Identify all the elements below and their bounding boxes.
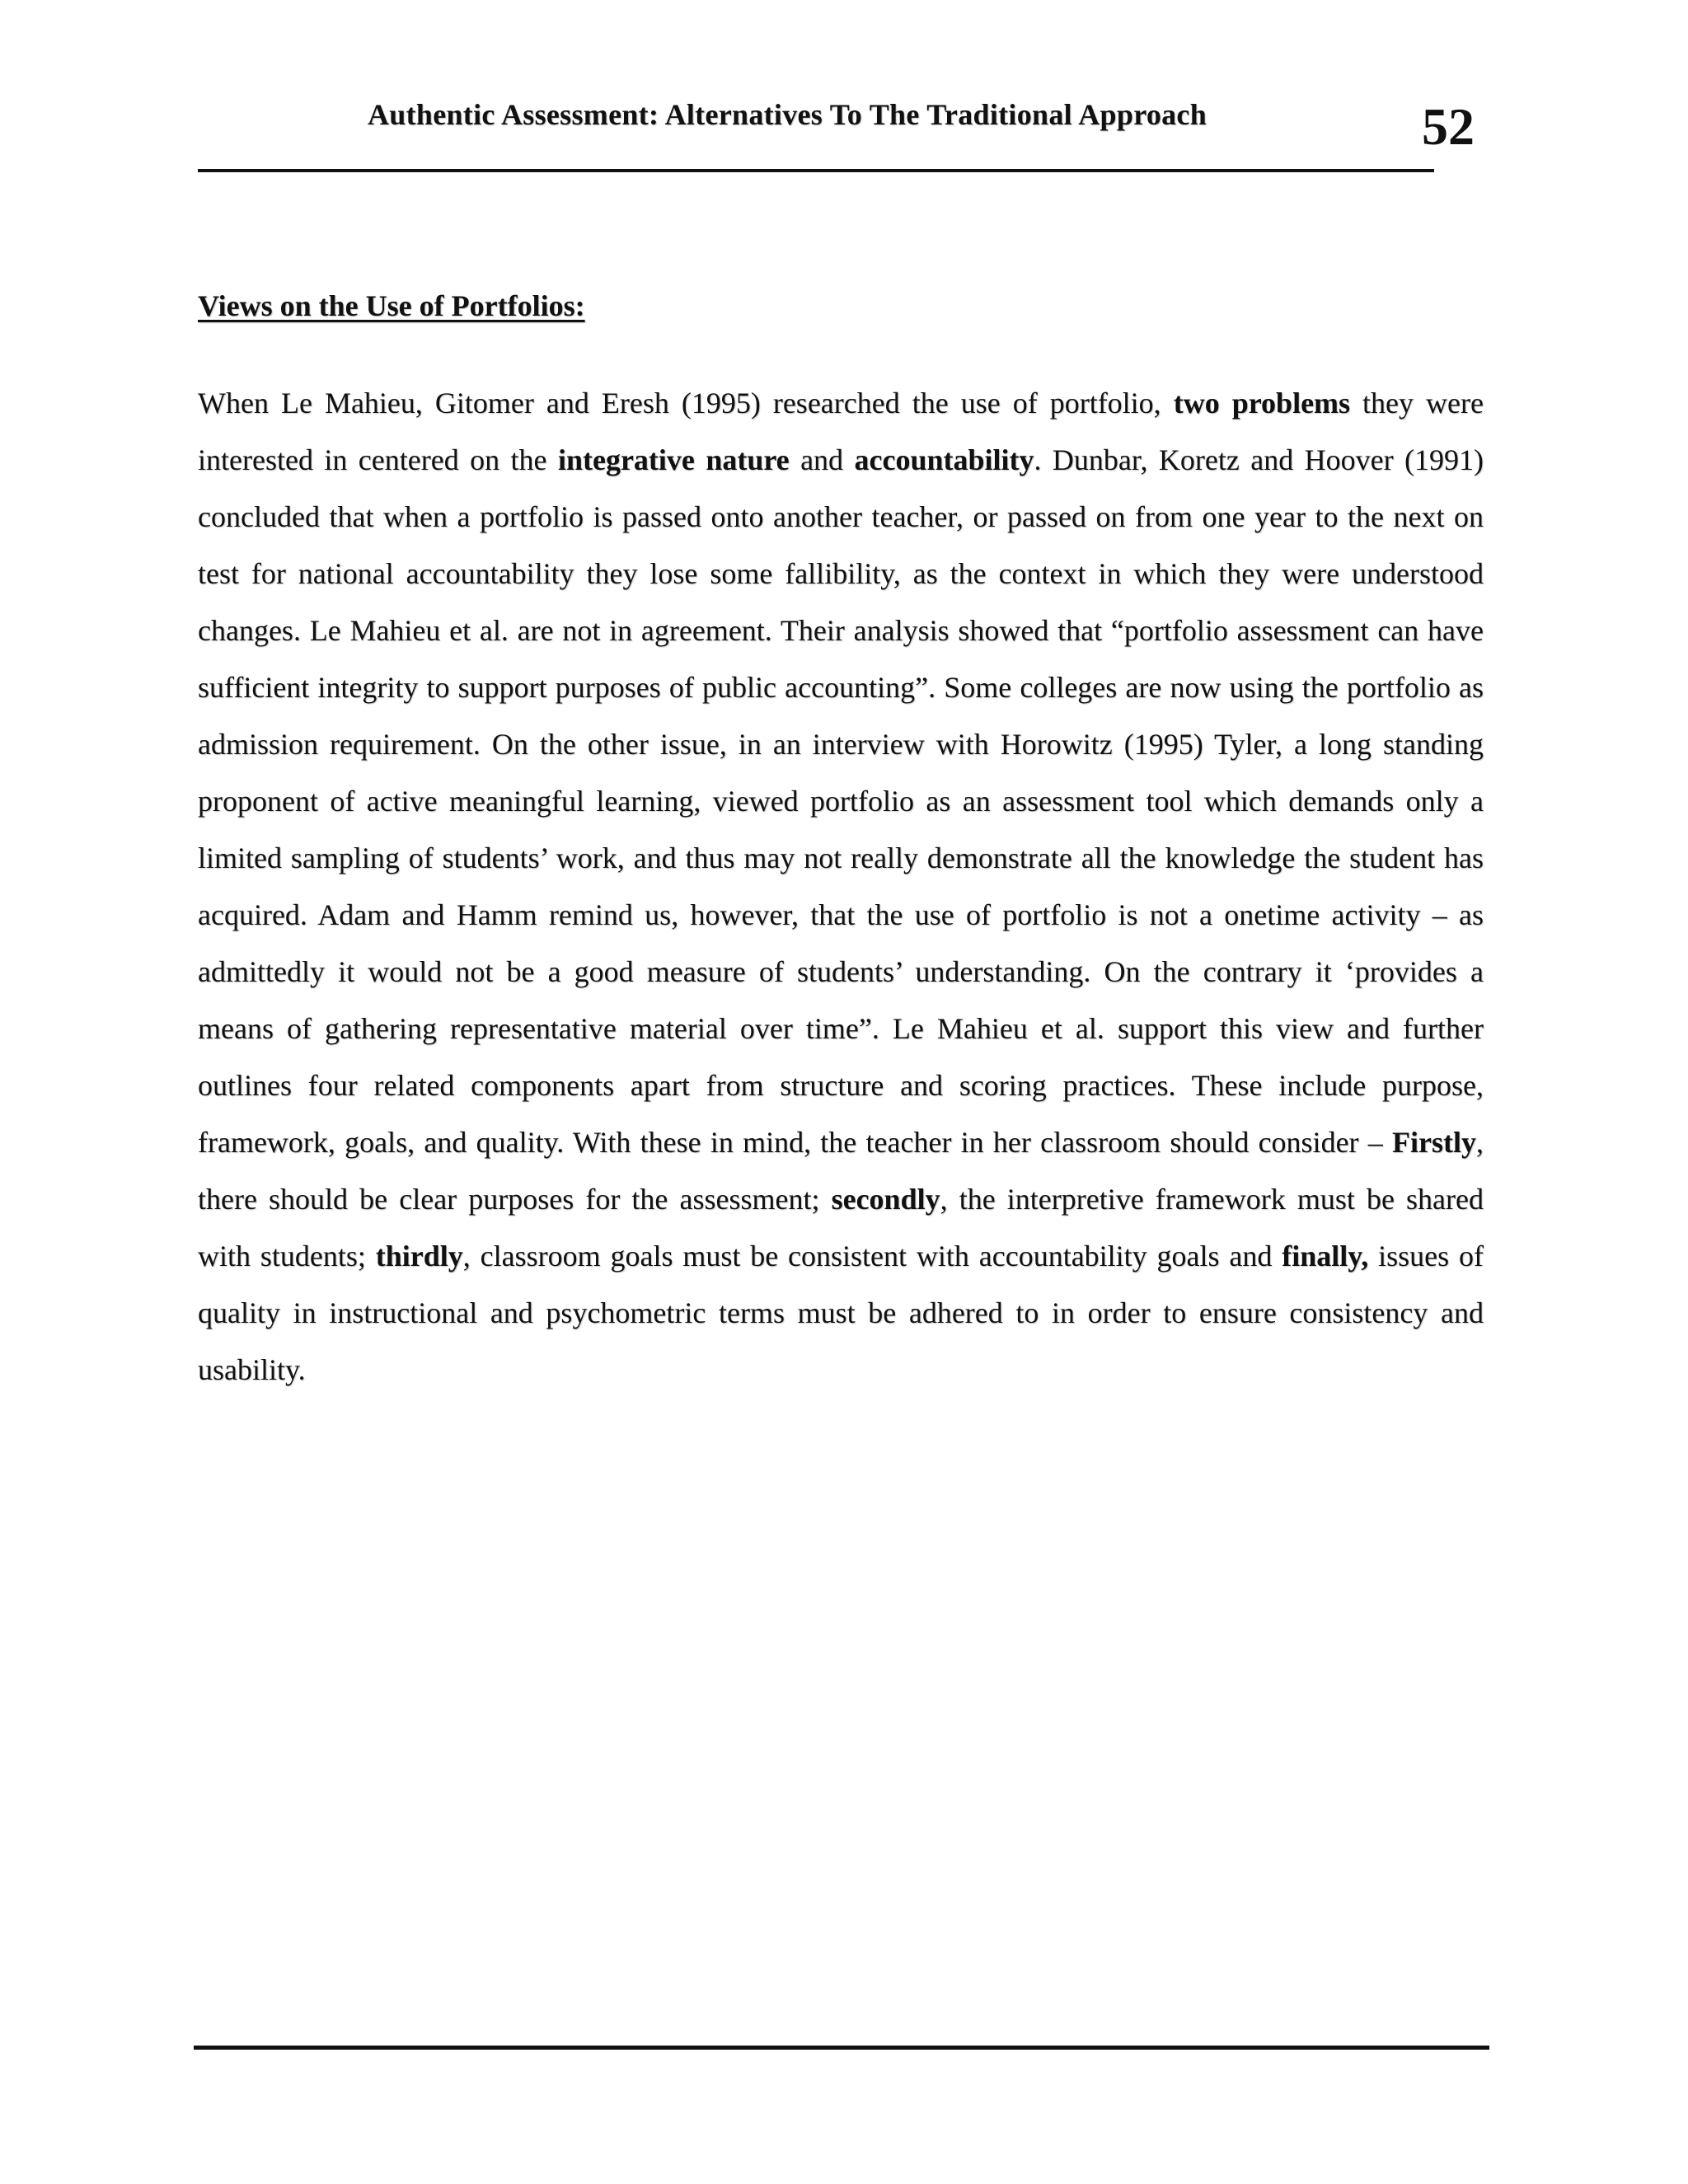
emphasis-firstly: Firstly <box>1392 1126 1476 1159</box>
emphasis-thirdly: thirdly <box>375 1240 463 1272</box>
paragraph-text: , the interpretive framework must be shared with students; <box>198 1183 1484 1272</box>
paragraph-text: . Dunbar, Koretz and Hoover (1991) concluded that when a portfolio is passed onto another teacher, or passed on from one year to the next on test for national accountability they lose some fallibility, as the context in which they were understood changes. Le Mahieu et al. are not in agreement. Their analysis showed that “portfolio assessment can have sufficient integrity to support purposes of public accounting”. Some colleges are now using the portfolio as admission requirement. On the other issue, in an interview with Horowitz (1995) Tyler, a long standing proponent of active meaningful learning, viewed portfolio as an assessment tool which demands only a limited sampling of students’ work, and thus may not really demonstrate all the knowledge the student has acquired. Adam and Hamm remind us, however, that the use of portfolio is not a onetime activity – as admittedly it would not be a good measure of students’ understanding. On the contrary it ‘provides a means of gathering representative material over time”. Le Mahieu et al. support this view and further outlines four related components apart from structure and scoring practices. These include purpose, framework, goals, and quality. With these in mind, the teacher in her classroom should consider – <box>198 443 1484 1159</box>
emphasis-secondly: secondly <box>831 1183 940 1216</box>
paragraph-text: When Le Mahieu, Gitomer and Eresh (1995) researched the use of portfolio, <box>198 387 1174 419</box>
running-header-title: Authentic Assessment: Alternatives To The Traditional Approach <box>367 98 1207 131</box>
paragraph-text: and <box>789 443 855 476</box>
body-paragraph <box>198 375 1484 1399</box>
emphasis-finally: finally, <box>1282 1240 1369 1272</box>
emphasis-accountability: accountability <box>854 443 1034 476</box>
paragraph-text: , classroom goals must be consistent with accountability goals and <box>462 1240 1282 1272</box>
paragraph-text: issues of quality in instructional and psychometric terms must be adhered to in order to ensure consistency and usability. <box>198 1240 1484 1386</box>
paragraph-text: they were interested in centered on the <box>198 387 1484 476</box>
page-number: 52 <box>1422 97 1475 156</box>
section-heading: Views on the Use of Portfolios: <box>198 289 585 322</box>
emphasis-integrative-nature: integrative nature <box>557 443 790 476</box>
header-rule <box>198 169 1434 172</box>
footer-rule <box>194 2046 1489 2050</box>
paragraph-text: , there should be clear purposes for the assessment; <box>198 1126 1484 1216</box>
emphasis-two-problems: two problems <box>1173 387 1351 419</box>
